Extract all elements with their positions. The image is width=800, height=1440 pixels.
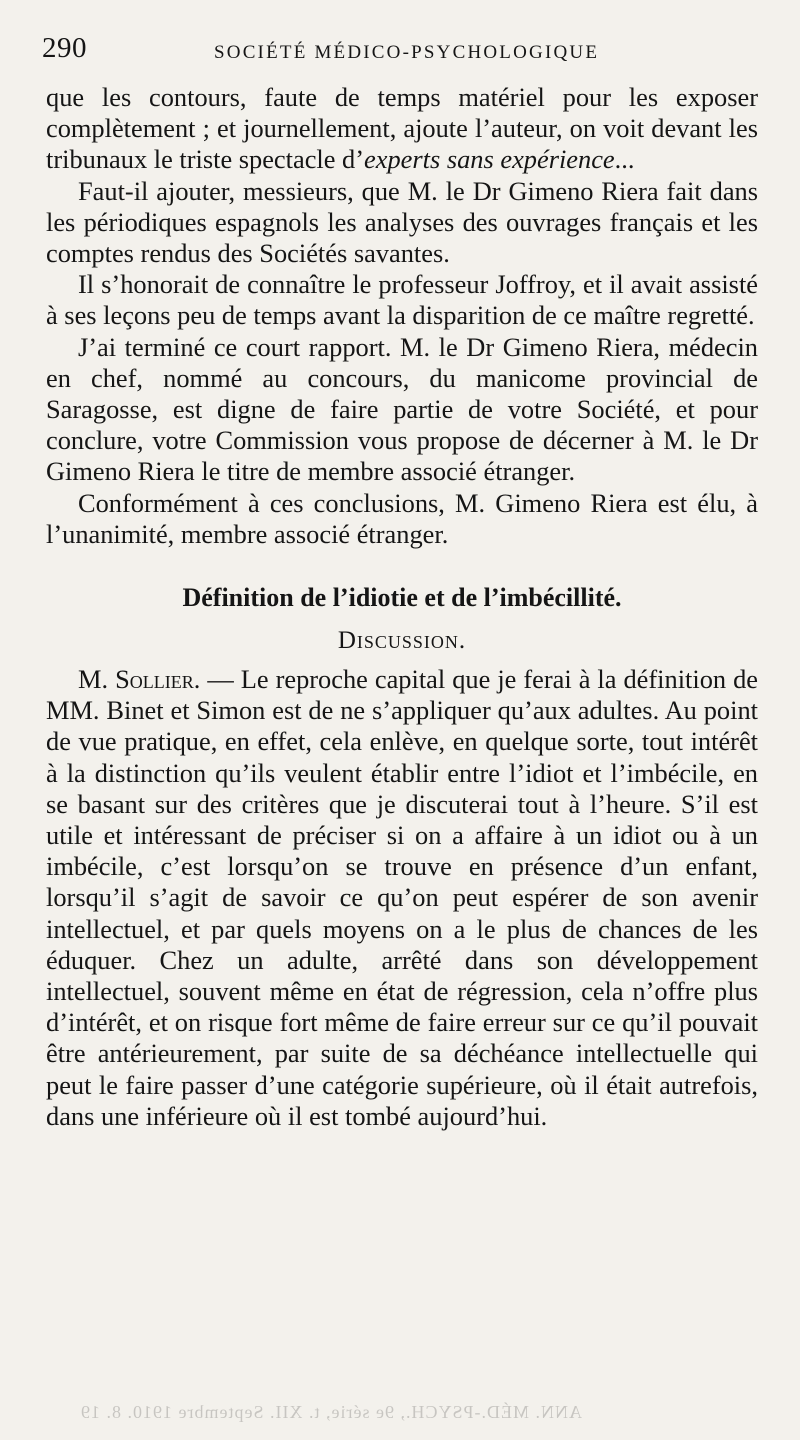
paragraph: Faut-il ajouter, messieurs, que M. le Dr Gimeno Riera fait dans les périodiques espagnols les analyses des ouvrages français et les comptes rendus des Sociétés savantes. <box>46 175 758 269</box>
body-text <box>46 82 758 1132</box>
paragraph-text: que les contours, faute de temps matériel pour les exposer complètement ; et journellement, ajoute l’auteur, on voit devant les tribunaux le triste spectacle d’ <box>46 82 758 175</box>
speaker-name: M. Sollier. <box>78 664 201 695</box>
paragraph: Conformément à ces conclusions, M. Gimeno Riera est élu, à l’unanimité, membre associé étranger. <box>46 487 758 549</box>
italic-phrase: experts sans expérience <box>364 144 615 175</box>
running-head: SOCIÉTÉ MÉDICO-PSYCHOLOGIQUE <box>214 42 600 63</box>
paragraph: J’ai terminé ce court rapport. M. le Dr Gimeno Riera, médecin en chef, nommé au concours, du manicome provincial de Saragosse, est digne de faire partie de votre Société, et pour conclure, votre Commission vous propose de décerner à M. le Dr Gimeno Riera le titre de membre associé étranger. <box>46 331 758 487</box>
show-through-text: ANN. MÉD.-PSYCH., 9e série, t. XII. Septembre 1910. 8. 19 <box>80 1402 582 1422</box>
paragraph: Il s’honorait de connaître le professeur Joffroy, et il avait assisté à ses leçons peu de temps avant la disparition de ce maître regretté. <box>46 269 758 331</box>
page-header <box>42 32 762 72</box>
page-number: 290 <box>42 32 87 64</box>
subsection-title: Discussion. <box>337 627 467 655</box>
paragraph-text: — Le reproche capital que je ferai à la définition de MM. Binet et Simon est de ne s’appliquer qu’aux adultes. Au point de vue pratique, en effet, cela enlève, en quelque sorte, tout intérêt à la distinction qu’ils veulent établir entre l’idiot et l’imbécile, en se basant sur des critères que je discuterai tout à l’heure. S’il est utile et intéressant de préciser si on a affaire à un idiot ou à un imbécile, c’est lorsqu’on se trouve en présence d’un enfant, lorsqu’il s’agit de savoir ce qu’on peut espérer de son avenir intellectuel, et par quels moyens on a le plus de chances de les éduquer. Chez un adulte, arrêté dans son développement intellectuel, souvent même en état de régression, cela n’offre plus d’intérêt, et on risque fort même de faire erreur sur ce qu’il pouvait être antérieurement, par suite de sa déchéance intellectuelle qui peut le faire passer d’une catégorie supérieure, où il était autrefois, dans une inférieure où il est tombé aujourd’hui. <box>46 664 758 1131</box>
section-title: Définition de l’idiotie et de l’imbécillité. <box>182 583 622 613</box>
ellipsis: ... <box>614 144 635 175</box>
paragraph-continued <box>46 82 758 176</box>
paragraph-discussion <box>46 664 758 1132</box>
